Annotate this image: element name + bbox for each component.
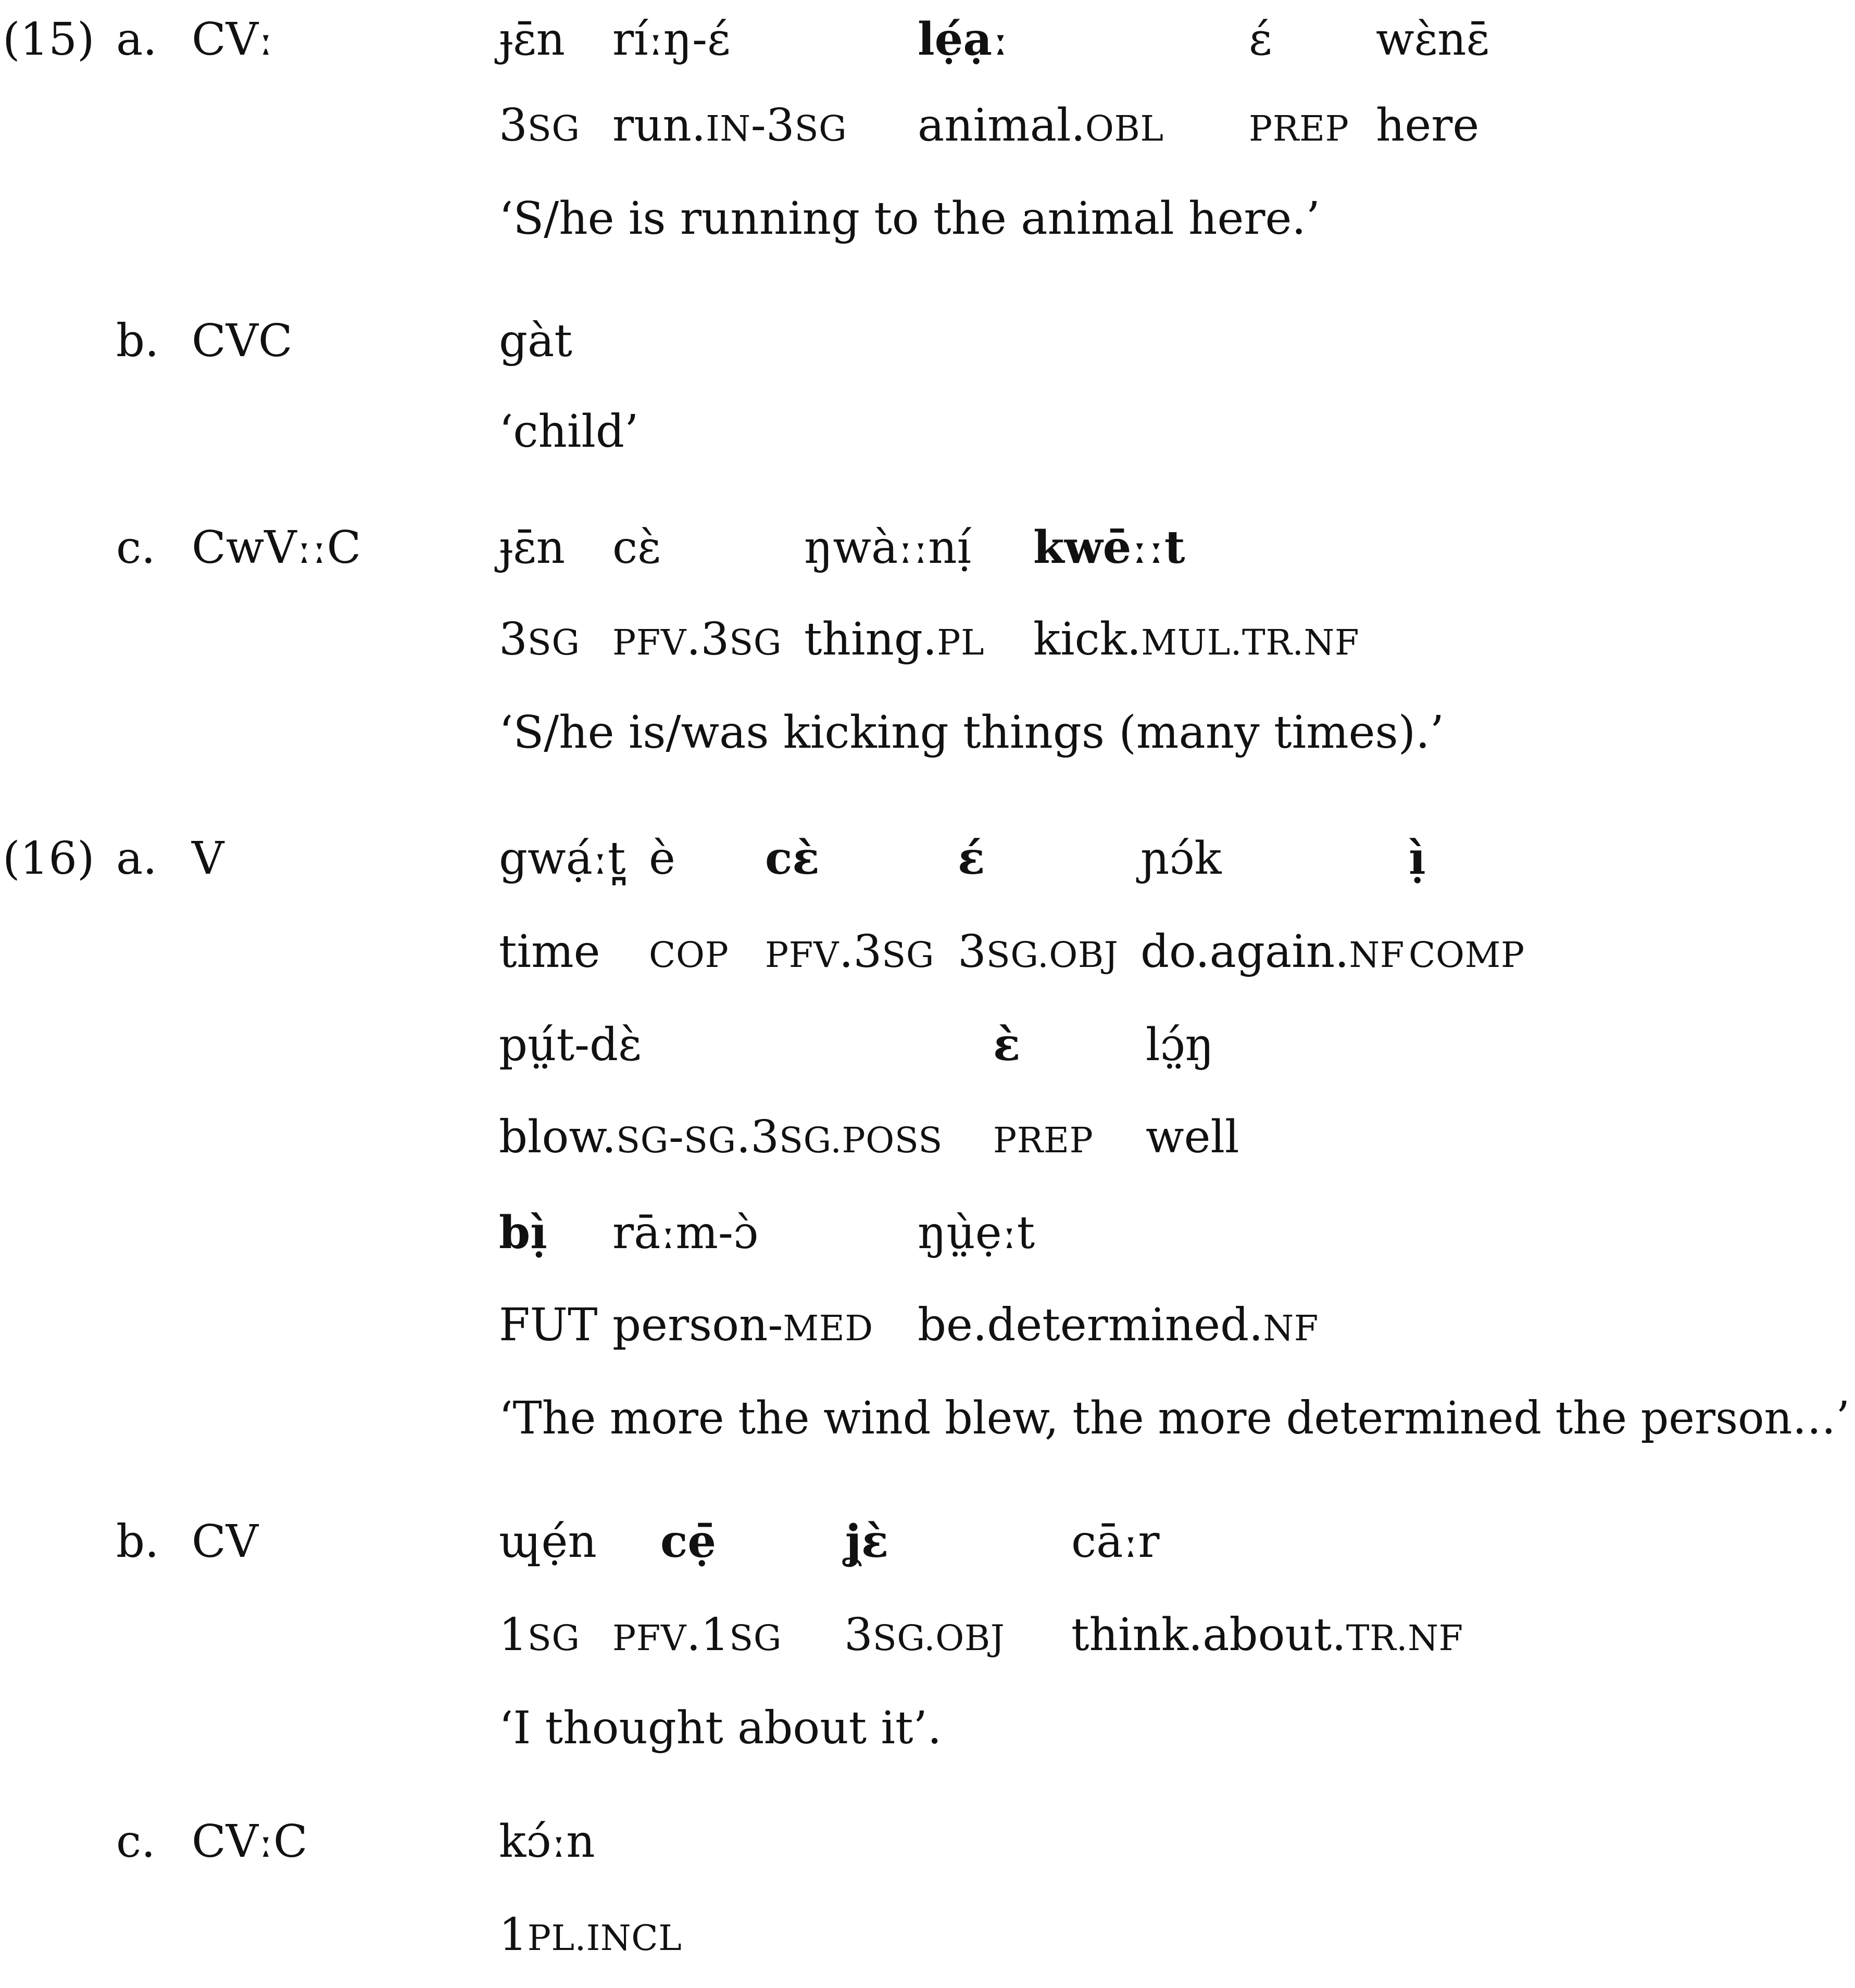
gloss-text: run.: [612, 99, 706, 152]
free-translation: ‘S/he is running to the animal here.’: [499, 193, 1321, 245]
free-translation: ‘I thought about it’.: [499, 1702, 942, 1754]
gloss-abbreviation: NF: [1349, 935, 1405, 975]
gloss-text: 1: [499, 1609, 528, 1661]
vernacular-word: bị̀: [499, 1206, 547, 1259]
gloss-word: [612, 99, 847, 152]
vernacular-word: ɛ́: [958, 832, 985, 885]
gloss-abbreviation: SG: [794, 108, 847, 149]
gloss-word: [499, 926, 600, 978]
gloss-abbreviation: PFV: [612, 1618, 687, 1658]
gloss-text: well: [1146, 1111, 1239, 1163]
gloss-abbreviation: SG: [882, 935, 935, 975]
gloss-abbreviation: NF: [1263, 1308, 1319, 1349]
gloss-abbreviation: SG.POSS: [779, 1120, 943, 1161]
vernacular-word: kɔ́ːn: [499, 1816, 595, 1868]
vernacular-word: kwēːːt: [1033, 521, 1185, 574]
gloss-abbreviation: SG.OBJ: [872, 1618, 1005, 1658]
gloss-text: thing.: [804, 613, 937, 665]
gloss-text: 3: [499, 613, 528, 665]
sub-example-letter: b.: [116, 315, 159, 367]
gloss-abbreviation: SG.OBJ: [986, 935, 1119, 975]
vernacular-word: ɛ̀: [993, 1018, 1021, 1071]
gloss-text: -: [668, 1111, 684, 1163]
sub-example-letter: b.: [116, 1516, 159, 1568]
gloss-word: [499, 613, 580, 665]
gloss-abbreviation: TR.NF: [1346, 1618, 1463, 1658]
vernacular-word: cɛ̀: [612, 522, 661, 574]
gloss-text: 3: [499, 99, 528, 152]
syllable-template: CVC: [192, 315, 293, 367]
vernacular-word: è: [649, 833, 675, 885]
vernacular-word: ɲɔ́k: [1140, 833, 1222, 885]
gloss-abbreviation: PL.INCL: [527, 1918, 682, 1958]
gloss-abbreviation: COMP: [1409, 935, 1525, 975]
gloss-abbreviation: PREP: [993, 1120, 1094, 1161]
gloss-word: [1033, 613, 1360, 665]
gloss-abbreviation: SG: [684, 1120, 736, 1161]
gloss-text: .3: [839, 926, 882, 978]
vernacular-word: pṳ́t-dɛ̀: [499, 1019, 642, 1071]
gloss-text: be.determined.: [918, 1299, 1263, 1351]
sub-example-letter: c.: [116, 522, 156, 574]
gloss-abbreviation: SG: [527, 622, 580, 663]
gloss-abbreviation: PFV: [765, 935, 839, 975]
gloss-text: FUT: [499, 1299, 598, 1351]
syllable-template: CV: [192, 1516, 258, 1568]
vernacular-word: ŋwàːːnị́: [804, 522, 972, 574]
vernacular-word: ríːŋ-ɛ́: [612, 14, 731, 66]
gloss-abbreviation: PFV: [612, 622, 687, 663]
gloss-text: blow.: [499, 1111, 617, 1163]
gloss-word: [499, 1909, 682, 1961]
vernacular-word: cẹ̄: [660, 1515, 717, 1568]
gloss-word: [1146, 1111, 1239, 1163]
gloss-word: [993, 1115, 1093, 1160]
gloss-text: .1: [686, 1609, 730, 1661]
gloss-word: [612, 1299, 873, 1351]
vernacular-word: ɟɛ̄n: [499, 14, 566, 66]
vernacular-word: lẹ́ạː: [918, 13, 1009, 66]
gloss-text: think.about.: [1071, 1609, 1346, 1661]
vernacular-word: lɔ̤́ŋ: [1146, 1019, 1214, 1071]
gloss-abbreviation: SG: [616, 1120, 669, 1161]
gloss-word: [918, 99, 1164, 152]
gloss-abbreviation: PL: [937, 622, 985, 663]
gloss-word: [1249, 103, 1349, 148]
gloss-abbreviation: IN: [706, 108, 751, 149]
vernacular-word: ʝɛ̀: [844, 1515, 889, 1568]
gloss-text: .3: [686, 613, 730, 665]
gloss-text: kick.: [1033, 613, 1142, 665]
vernacular-word: gàt: [499, 315, 572, 367]
syllable-template: CwVːːC: [192, 522, 361, 574]
sub-example-letter: a.: [116, 14, 157, 66]
gloss-abbreviation: MED: [783, 1308, 873, 1349]
gloss-text: 3: [958, 926, 986, 978]
sub-example-letter: a.: [116, 833, 157, 885]
gloss-abbreviation: SG: [527, 108, 580, 149]
free-translation: ‘S/he is/was kicking things (many times).’: [499, 707, 1444, 759]
gloss-abbreviation: MUL.TR.NF: [1141, 622, 1360, 663]
vernacular-word: rāːm-ɔ̀: [612, 1207, 759, 1259]
gloss-word: [612, 613, 782, 665]
gloss-text: time: [499, 926, 600, 978]
vernacular-word: ŋṳ̀ẹːt: [918, 1207, 1035, 1259]
gloss-word: [1071, 1609, 1463, 1661]
gloss-text: person-: [612, 1299, 783, 1351]
gloss-abbreviation: SG: [527, 1618, 580, 1658]
gloss-abbreviation: PREP: [1249, 108, 1349, 149]
gloss-word: [499, 1299, 598, 1351]
gloss-text: animal.: [918, 99, 1085, 152]
gloss-word: [499, 1111, 943, 1163]
gloss-word: [499, 99, 580, 152]
vernacular-word: ɰẹ́n: [499, 1516, 597, 1568]
gloss-text: .3: [736, 1111, 779, 1163]
free-translation: ‘The more the wind blew, the more determined the person…’: [499, 1392, 1850, 1444]
gloss-word: [1376, 99, 1480, 152]
vernacular-word: ɛ́: [1249, 14, 1272, 66]
gloss-word: [1140, 926, 1405, 978]
gloss-abbreviation: SG: [729, 622, 782, 663]
gloss-text: 3: [844, 1609, 873, 1661]
gloss-text: do.again.: [1140, 926, 1349, 978]
example-number: (16): [3, 833, 95, 885]
gloss-word: [958, 926, 1119, 978]
vernacular-word: wɛ̀nɛ̄: [1376, 14, 1490, 66]
gloss-text: 1: [499, 1909, 528, 1961]
example-number: (15): [3, 14, 95, 66]
syllable-template: CVːC: [192, 1816, 308, 1868]
gloss-word: [1409, 929, 1525, 974]
gloss-abbreviation: SG: [729, 1618, 782, 1658]
gloss-text: -3: [750, 99, 795, 152]
gloss-abbreviation: COP: [649, 935, 729, 975]
gloss-word: [649, 929, 729, 974]
vernacular-word: ɟɛ̄n: [499, 522, 566, 574]
vernacular-word: gwạ́ːt̪: [499, 833, 626, 885]
sub-example-letter: c.: [116, 1816, 156, 1868]
gloss-word: [844, 1609, 1005, 1661]
gloss-word: [499, 1609, 580, 1661]
vernacular-word: cɛ̀: [765, 832, 820, 885]
gloss-word: [918, 1299, 1319, 1351]
vernacular-word: cāːr: [1071, 1516, 1160, 1568]
gloss-abbreviation: OBL: [1085, 108, 1164, 149]
gloss-word: [612, 1609, 782, 1661]
vernacular-word: ị̀: [1409, 832, 1426, 885]
syllable-template: V: [192, 833, 224, 885]
syllable-template: CVː: [192, 14, 273, 66]
gloss-text: here: [1376, 99, 1480, 152]
free-translation: ‘child’: [499, 406, 639, 458]
gloss-word: [804, 613, 985, 665]
gloss-word: [765, 926, 935, 978]
